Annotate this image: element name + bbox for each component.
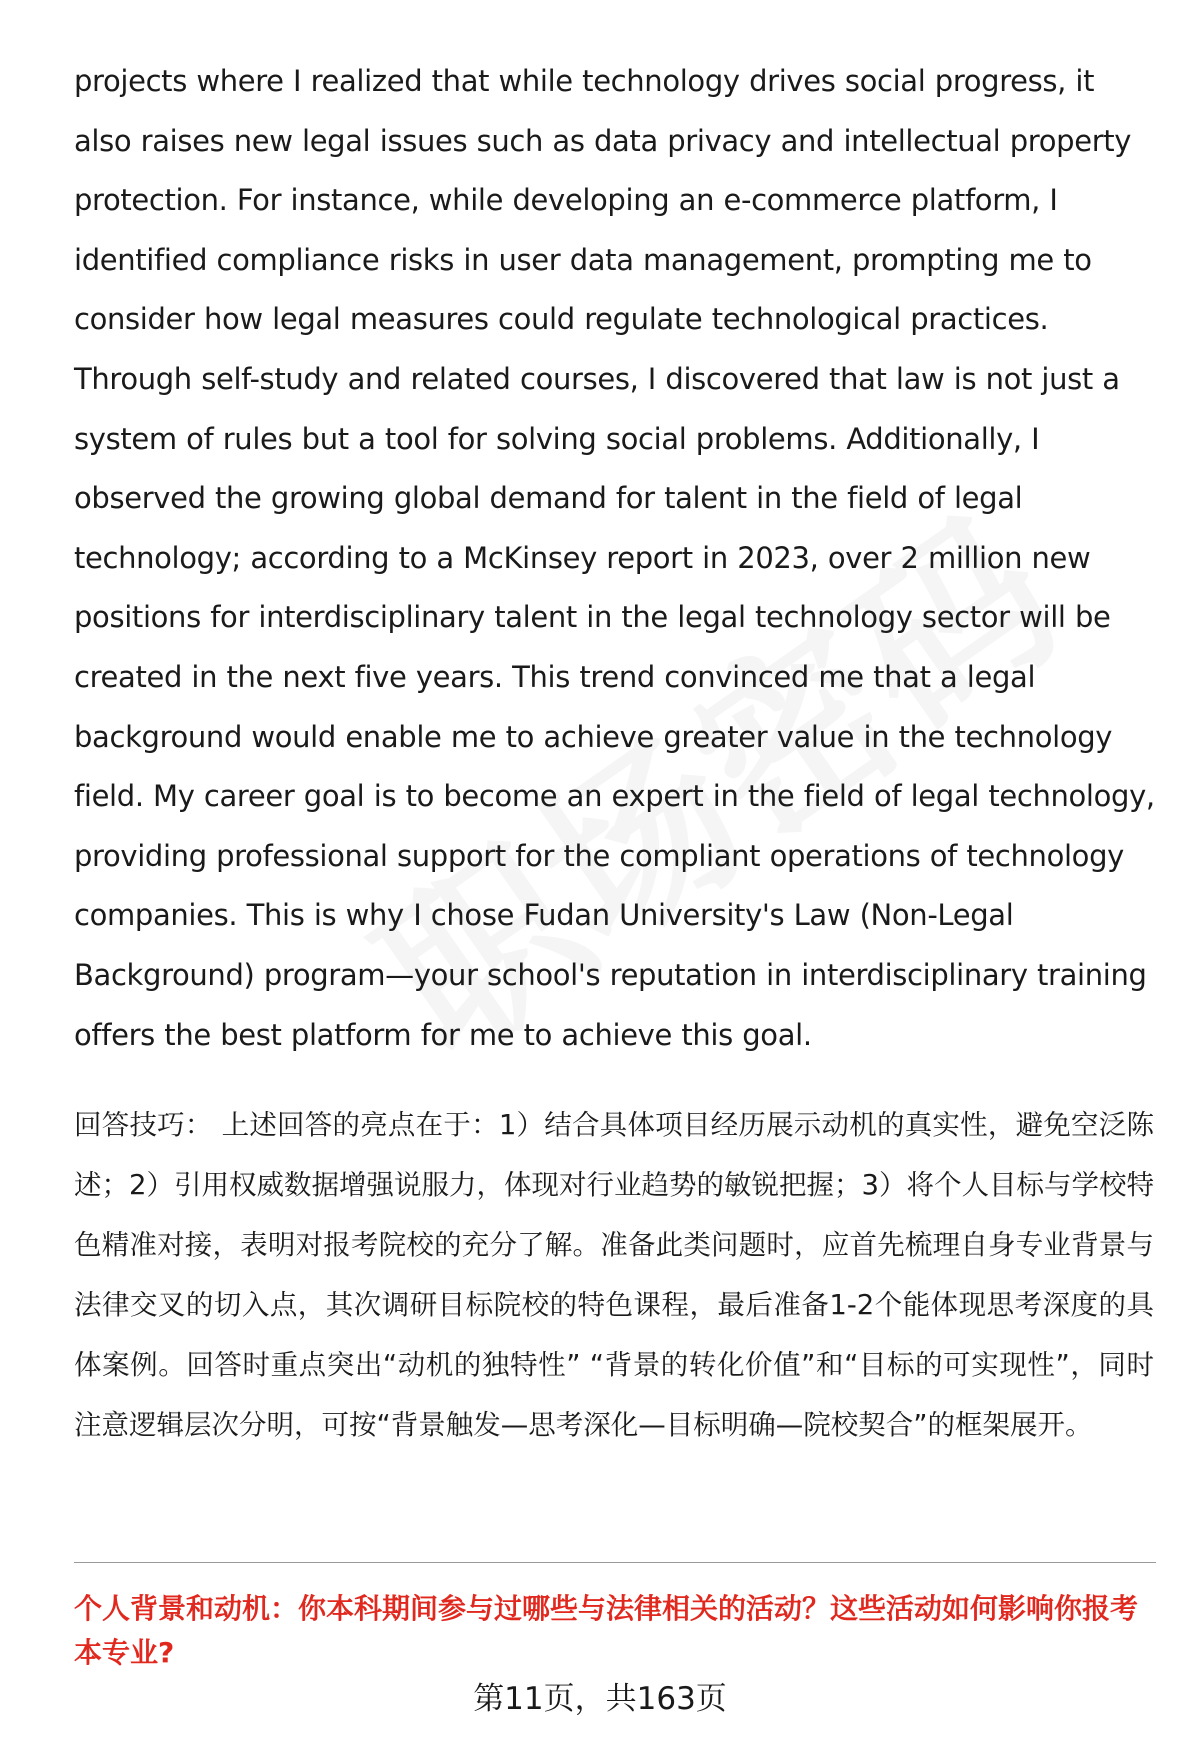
answer-body-paragraph: projects where I realized that while technology drives social progress, it also raises new legal issues such as data privacy and intellectual property protection. For instance, while developing an e-commerce platform, I identified compliance risks in user data management, prompting me to consider how legal measures could regulate technological practices. Through self-study and related courses, I discovered that law is not just a system of rules but a tool for solving social problems. Additionally, I observed the growing global demand for talent in the field of legal technology; according to a McKinsey report in 2023, over 2 million new positions for interdisciplinary talent in the legal technology sector will be created in the next five years. This trend convinced me that a legal background would enable me to achieve greater value in the technology field. My career goal is to become an expert in the field of legal technology, providing professional support for the compliant operations of technology companies. This is why I chose Fudan University's Law (Non-Legal Background) program—your school's reputation in interdisciplinary training offers the best platform for me to achieve this goal. [74, 64, 1155, 1052]
section-divider [74, 1562, 1156, 1563]
answer-tips-paragraph: 回答技巧： 上述回答的亮点在于：1）结合具体项目经历展示动机的真实性，避免空泛陈述；2）引用权威数据增强说服力，体现对行业趋势的敏锐把握；3）将个人目标与学校特色精准对接，表明对报考院校的充分了解。准备此类问题时，应首先梳理自身专业背景与法律交叉的切入点，其次调研目标院校的特色课程，最后准备1-2个能体现思考深度的具体案例。回答时重点突出“动机的独特性” “背景的转化价值”和“目标的可实现性”，同时注意逻辑层次分明，可按“背景触发—思考深化—目标明确—院校契合”的框架展开。 [74, 1109, 1154, 1441]
next-question-heading: 个人背景和动机：你本科期间参与过哪些与法律相关的活动？这些活动如何影响你报考本专业? [74, 1592, 1139, 1669]
page-number: 第11页，共163页 [473, 1681, 727, 1717]
